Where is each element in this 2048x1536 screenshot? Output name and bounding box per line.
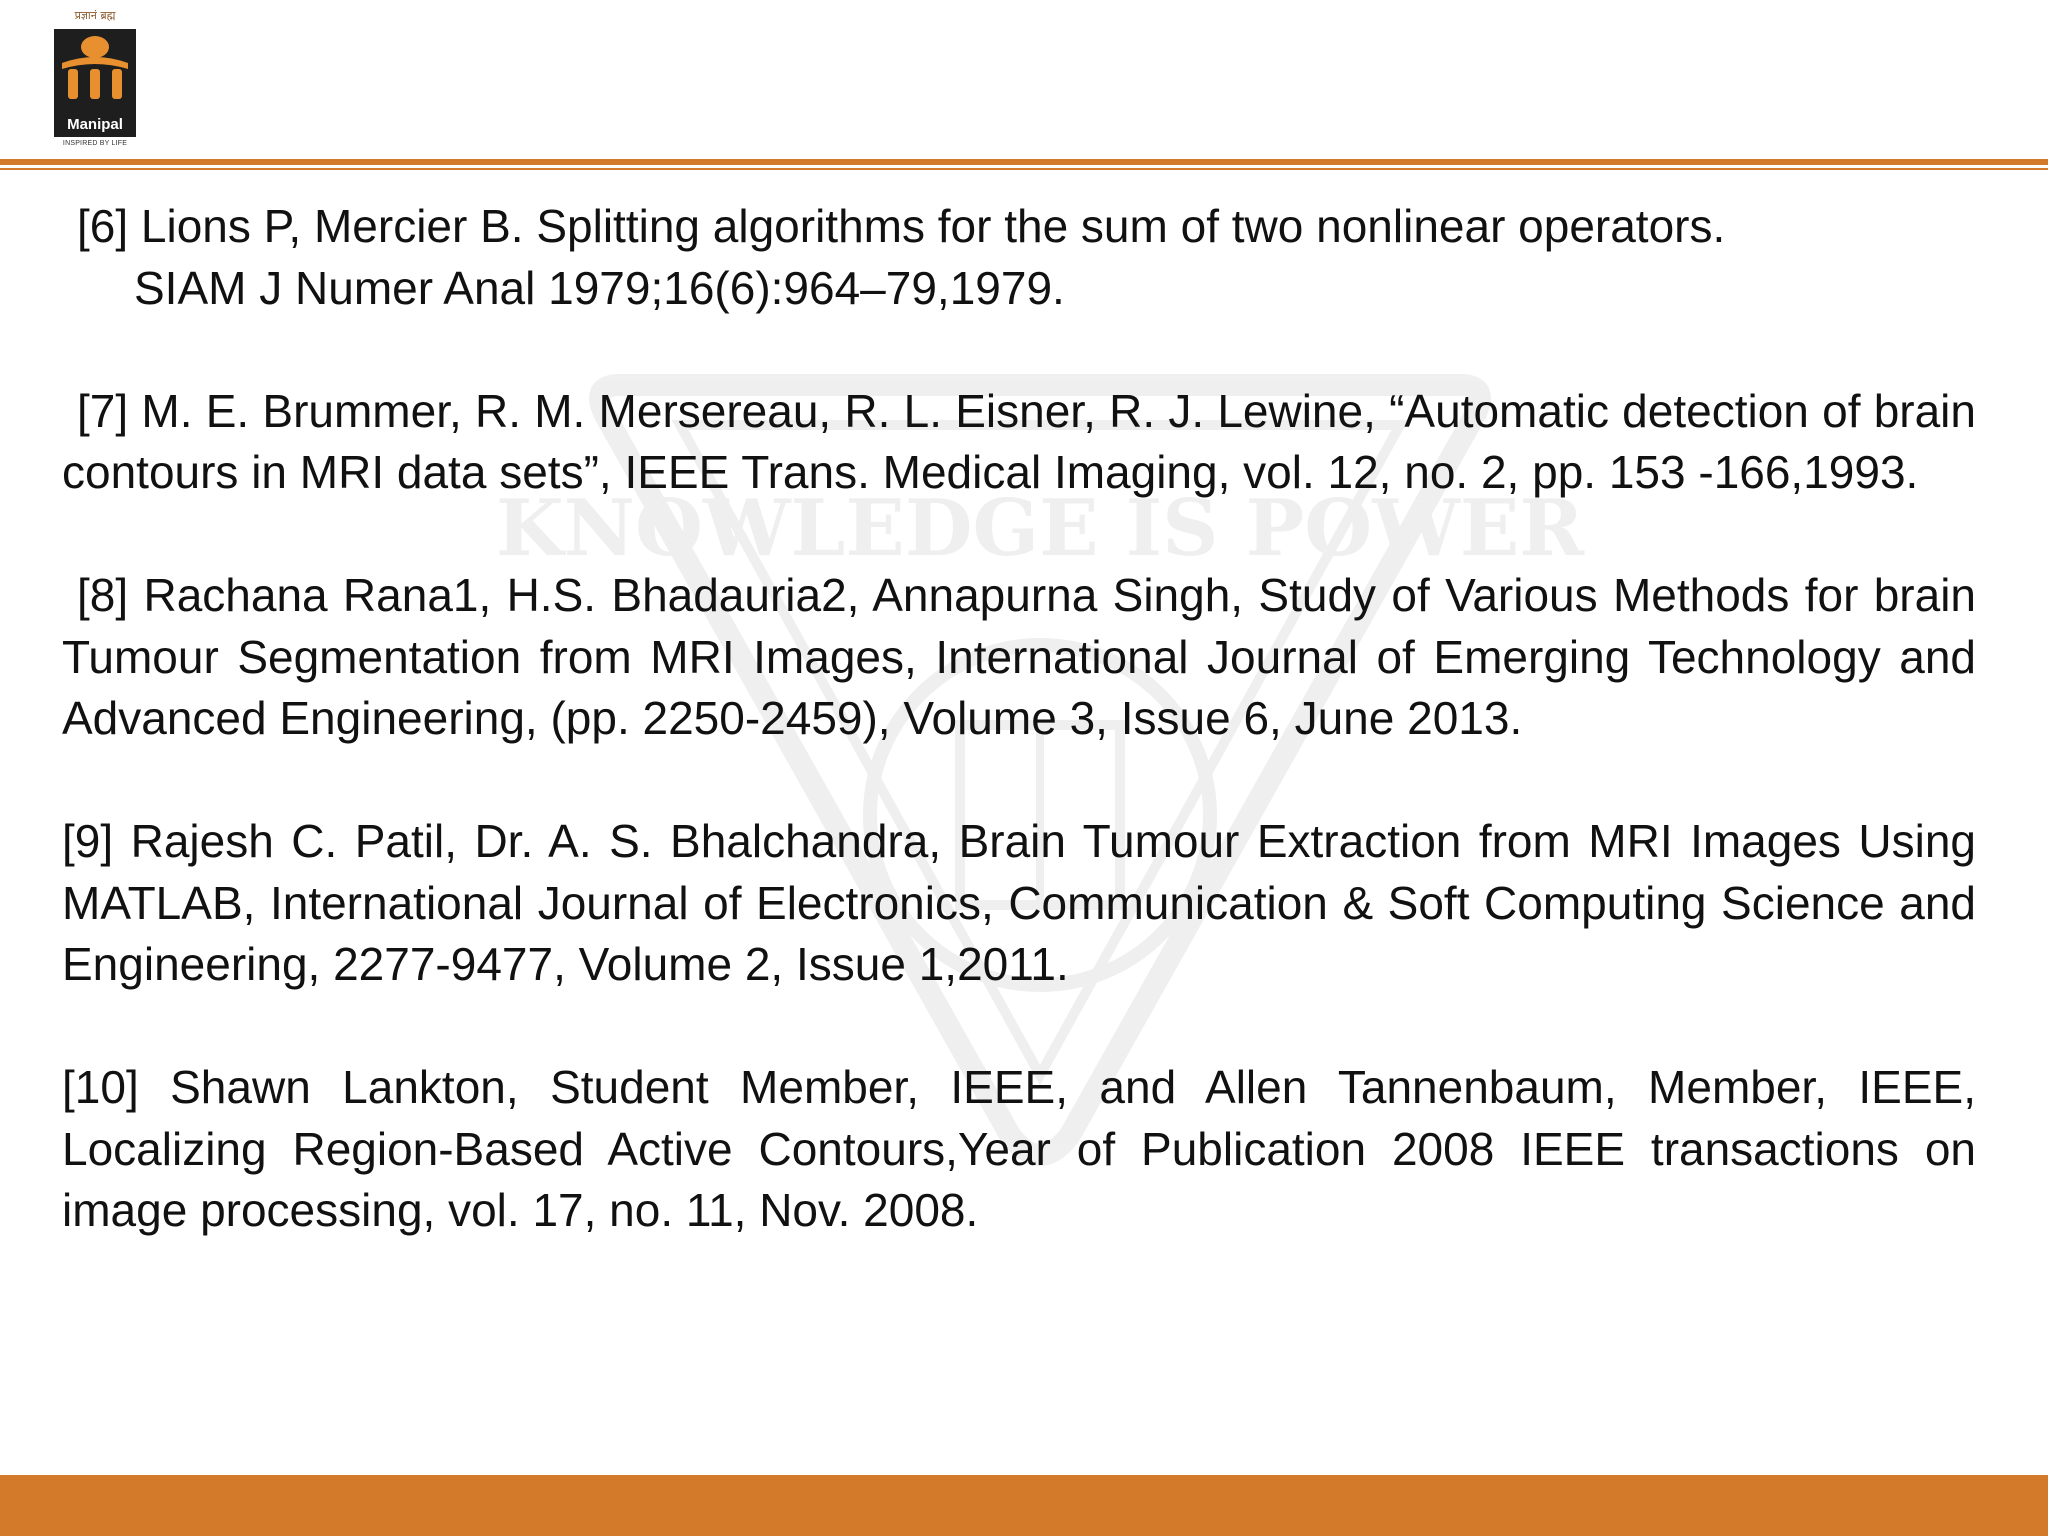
reference-text: [10] Shawn Lankton, Student Member, IEEE, and Allen Tannenbaum, Member, IEEE, Localizing Region-Based Active Contours,Year of Publication 2008 IEEE transactions on image processing, vol. 17, no. 11, Nov. 2008. [62,1061,1976,1236]
reference-item [62,811,1976,996]
reference-item [62,1057,1976,1242]
logo-sanskrit-text: प्रज्ञानं ब्रह्म [74,9,116,22]
reference-item [62,196,1976,319]
header-rule-thin [0,168,2048,170]
header-rule-thick [0,159,2048,165]
logo-emblem [54,29,136,137]
reference-text: [8] Rachana Rana1, H.S. Bhadauria2, Annapurna Singh, Study of Various Methods for brain Tumour Segmentation from MRI Images, International Journal of Emerging Technology and Advanced Engineering, (pp. 2250-2459), Volume 3, Issue 6, June 2013. [62,569,1976,744]
reference-line: SIAM J Numer Anal 1979;16(6):964–79,1979. [134,261,1065,314]
logo-name: Manipal [67,116,123,133]
footer-bar [0,1475,2048,1536]
watermark-motto: KNOWLEDGE IS POWER [495,483,1585,574]
manipal-emblem-icon [54,29,136,109]
reference-item [62,381,1976,504]
reference-item [62,565,1976,750]
manipal-logo [50,6,140,151]
reference-text: [9] Rajesh C. Patil, Dr. A. S. Bhalchandra, Brain Tumour Extraction from MRI Images Using MATLAB, International Journal of Electronics, Communication & Soft Computing Science and Engineering, 2277-9477, Volume 2, Issue 1,2011. [62,815,1976,990]
reference-text: [7] M. E. Brummer, R. M. Mersereau, R. L. Eisner, R. J. Lewine, “Automatic detection of brain contours in MRI data sets”, IEEE Trans. Medical Imaging, vol. 12, no. 2, pp. 153 -166,1993. [62,384,1976,498]
reference-line: [6] Lions P, Mercier B. Splitting algorithms for the sum of two nonlinear operators. [77,200,1726,252]
references-list [62,196,1976,1242]
logo-tagline: INSPIRED BY LIFE [62,140,128,147]
